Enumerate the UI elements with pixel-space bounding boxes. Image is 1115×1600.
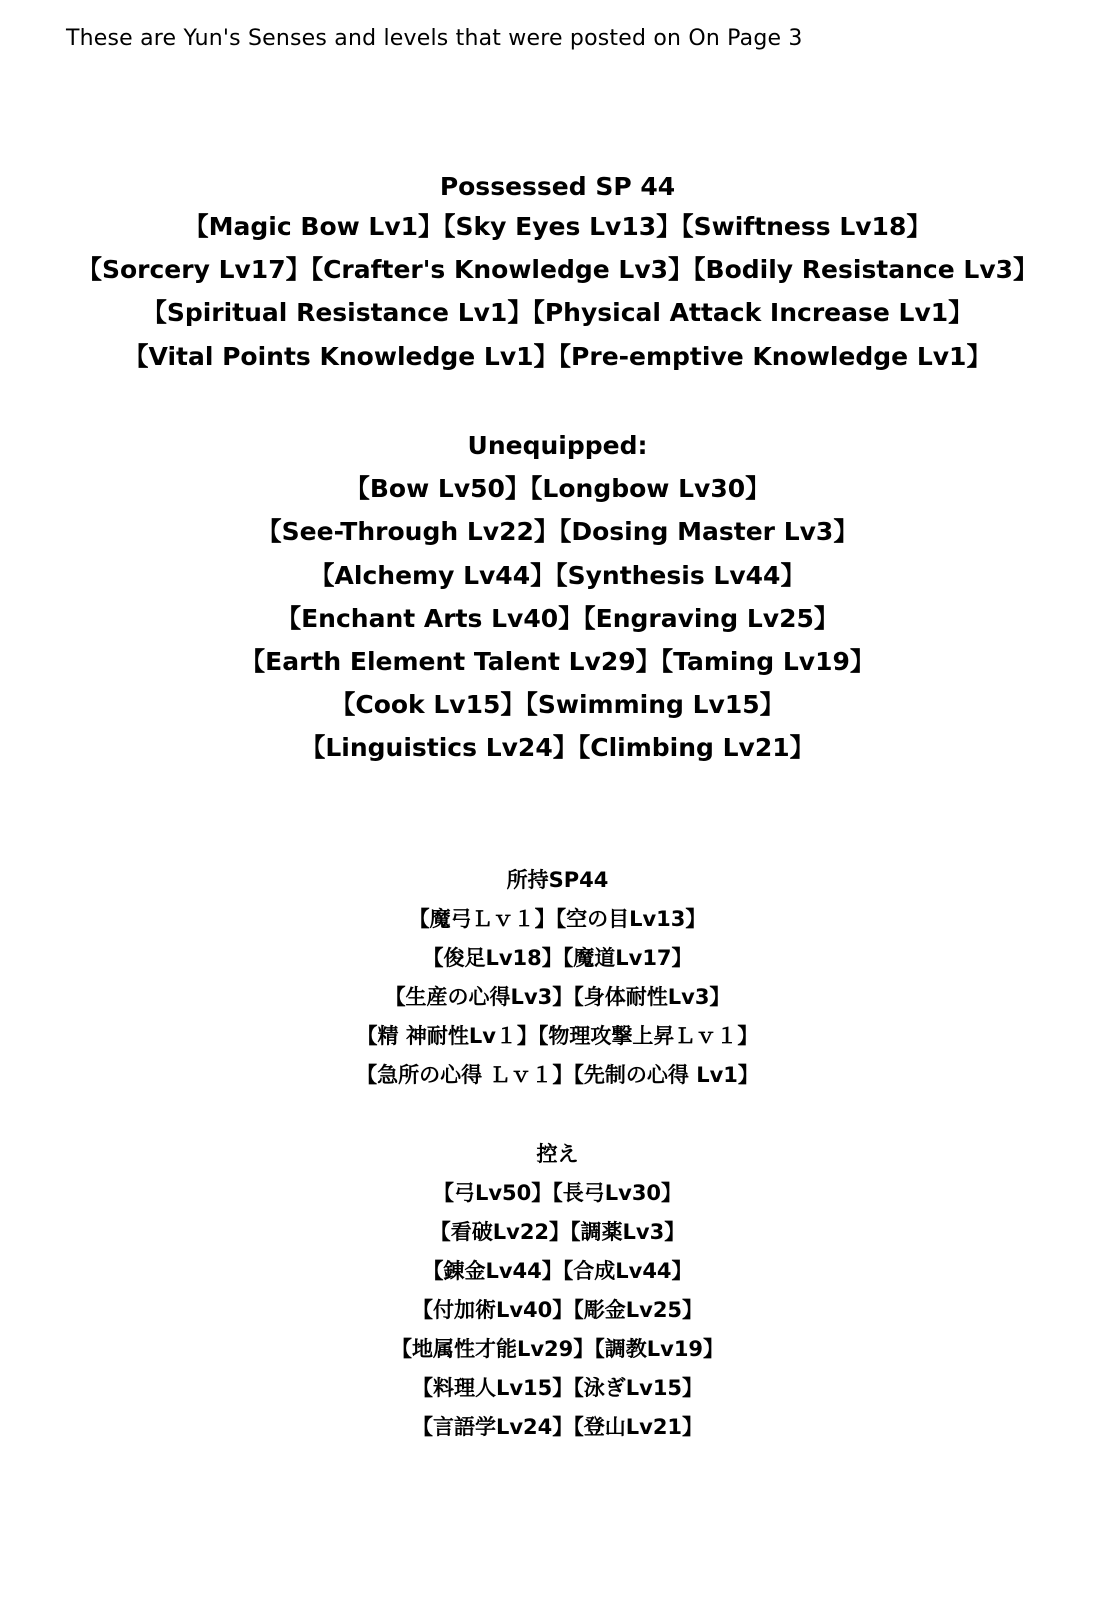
japanese-unequipped-line: 【料理人Lv15】【泳ぎLv15】 <box>411 1376 704 1400</box>
japanese-unequipped-heading: 控え <box>536 1142 579 1166</box>
english-unequipped-line: 【Alchemy Lv44】【Synthesis Lv44】 <box>309 560 806 590</box>
japanese-possessed-line: 【魔弓Ｌｖ１】【空の目Lv13】 <box>408 907 707 931</box>
english-unequipped-line: 【Bow Lv50】【Longbow Lv30】 <box>344 474 771 504</box>
english-possessed-line: 【Vital Points Knowledge Lv1】【Pre-emptive Knowledge Lv1】 <box>123 341 992 371</box>
english-unequipped-section <box>0 424 1115 770</box>
japanese-unequipped-line: 【付加術Lv40】【彫金Lv25】 <box>411 1298 704 1322</box>
english-unequipped-line: 【Cook Lv15】【Swimming Lv15】 <box>330 690 785 720</box>
japanese-unequipped-line: 【弓Lv50】【長弓Lv30】 <box>432 1181 683 1205</box>
english-possessed-section <box>0 168 1115 378</box>
intro-note: These are Yun's Senses and levels that were posted on On Page 3 <box>66 26 803 51</box>
english-possessed-line: 【Sorcery Lv17】【Crafter's Knowledge Lv3】【Bodily Resistance Lv3】 <box>76 255 1039 285</box>
japanese-possessed-heading: 所持SP44 <box>506 868 609 892</box>
japanese-unequipped-line: 【地属性才能Lv29】【調教Lv19】 <box>390 1337 725 1361</box>
japanese-unequipped-line: 【看破Lv22】【調薬Lv3】 <box>429 1220 686 1244</box>
english-unequipped-line: 【Earth Element Talent Lv29】【Taming Lv19】 <box>240 646 875 676</box>
japanese-unequipped-line: 【錬金Lv44】【合成Lv44】 <box>422 1259 693 1283</box>
english-possessed-line: 【Magic Bow Lv1】【Sky Eyes Lv13】【Swiftness Lv18】 <box>183 212 932 241</box>
english-unequipped-line: 【Enchant Arts Lv40】【Engraving Lv25】 <box>276 603 839 633</box>
english-possessed-heading: Possessed SP 44 <box>439 172 676 201</box>
english-unequipped-line: 【Linguistics Lv24】【Climbing Lv21】 <box>300 733 815 763</box>
japanese-possessed-line: 【俊足Lv18】【魔道Lv17】 <box>422 946 693 970</box>
japanese-unequipped-line: 【言語学Lv24】【登山Lv21】 <box>411 1415 704 1439</box>
japanese-possessed-line: 【生産の心得Lv3】【身体耐性Lv3】 <box>384 985 731 1009</box>
japanese-possessed-line: 【精 神耐性Lv１】【物理攻撃上昇Ｌｖ１】 <box>356 1024 759 1048</box>
english-unequipped-heading: Unequipped: <box>467 431 648 460</box>
english-unequipped-line: 【See-Through Lv22】【Dosing Master Lv3】 <box>256 517 859 547</box>
japanese-possessed-section <box>0 861 1115 1095</box>
japanese-unequipped-section <box>0 1135 1115 1447</box>
english-possessed-line: 【Spiritual Resistance Lv1】【Physical Attack Increase Lv1】 <box>141 298 974 328</box>
japanese-possessed-line: 【急所の心得 Ｌｖ１】【先制の心得 Lv1】 <box>356 1063 759 1087</box>
